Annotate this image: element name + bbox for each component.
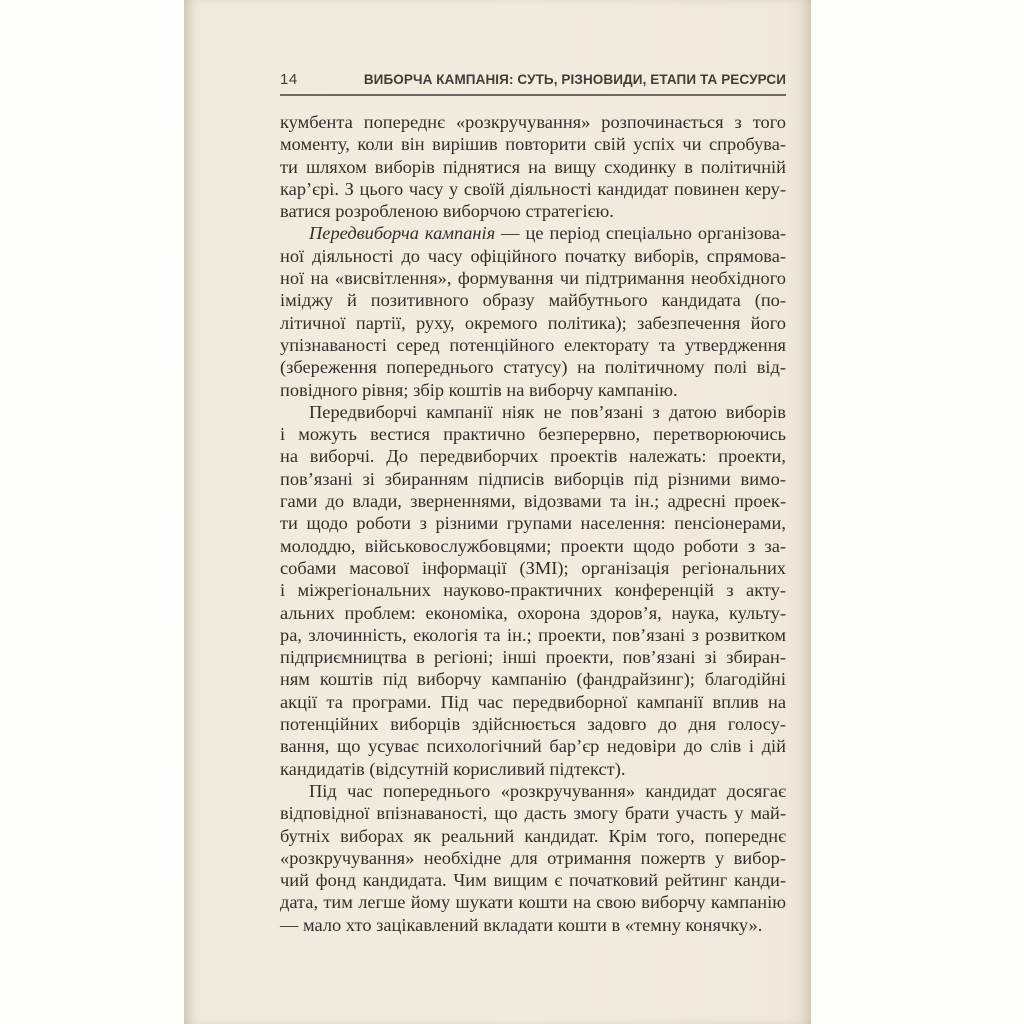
- text-line: акції та програми. Під час передвиборної кампанії вплив на: [280, 691, 786, 712]
- text-line: кандидатів (відсутній корисливий підтекст).: [280, 758, 626, 779]
- text-line: вання, що усуває психологічний бар’єр недовіри до слів і дій: [280, 736, 786, 757]
- paragraph: [280, 222, 786, 400]
- text-line: потенційних виборців здійснюється задовго до дня голосу-: [280, 714, 786, 735]
- text-line: Передвиборчі кампанії ніяк не пов’язані з датою виборів: [309, 401, 786, 422]
- text-line: «розкручування» необхідне для отримання пожертв у вибор-: [280, 847, 786, 868]
- text-line: кар’єрі. З цього часу у своїй діяльності кандидат повинен керу-: [280, 178, 786, 199]
- text-line: Передвиборча кампанія — це період спеціально організова-: [309, 223, 787, 244]
- text-line: Під час попереднього «розкручування» кандидат досягає: [309, 780, 786, 801]
- text-line: іміджу й позитивного образу майбутнього кандидата (по-: [280, 290, 786, 311]
- page-number: 14: [280, 71, 298, 88]
- italic-term: Передвиборча кампанія: [309, 223, 496, 244]
- text-line: повідного рівня; збір коштів на виборчу кампанію.: [280, 379, 678, 400]
- text-line: молоддю, військовослужбовцями; проекти щодо роботи з за-: [280, 535, 786, 556]
- text-line: ти щодо роботи з різними групами населення: пенсіонерами,: [280, 513, 786, 534]
- text-line: бутніх виборах як реальний кандидат. Крім того, попереднє: [280, 825, 786, 846]
- text-line: і можуть вестися практично безперервно, перетворюючись: [280, 424, 786, 445]
- text-line: кумбента попереднє «розкручування» розпочинається з того: [280, 112, 786, 132]
- text-line: ра, злочинність, екологія та ін.; проекти, пов’язані з розвитком: [280, 624, 786, 645]
- text-line: дата, тим легше йому шукати кошти на свою виборчу кампанію: [280, 892, 786, 913]
- text-line: (збереження попереднього статусу) на політичному полі від-: [280, 357, 786, 378]
- text-line: ної на «висвітлення», формування чи підтримання необхідного: [280, 268, 786, 289]
- text-line: — мало хто зацікавлений вкладати кошти в «темну конячку».: [280, 914, 763, 935]
- text-line: на виборчі. До передвиборчих проектів належать: проекти,: [280, 446, 786, 467]
- body-text: [280, 111, 786, 936]
- page-content-column: [280, 0, 786, 936]
- text-line: літичної партії, руху, окремого політика); забезпечення його: [280, 312, 786, 333]
- text-line: гами до влади, зверненнями, відозвами та ін.; адресні проек-: [280, 491, 786, 512]
- text-line: ням коштів під виборчу кампанію (фандрайзинг); благодійні: [280, 669, 786, 690]
- paragraph: [280, 401, 786, 780]
- text-line: ватися розробленою виборчою стратегією.: [280, 201, 614, 222]
- text-line: собами масової інформації (ЗМІ); організація регіональних: [280, 557, 786, 578]
- running-header: [280, 71, 786, 96]
- text-line: пов’язані зі збиранням підписів виборців під різними вимо-: [280, 468, 786, 489]
- running-title: ВИБОРЧА КАМПАНІЯ: СУТЬ, РІЗНОВИДИ, ЕТАПИ ТА РЕСУРСИ: [363, 72, 786, 87]
- text-line: ної діяльності до часу офіційного початку виборів, спрямова-: [280, 245, 786, 266]
- text-line: і міжрегіональних науково-практичних конференцій з акту-: [280, 580, 786, 601]
- text-line: відповідної впізнаваності, що дасть змогу брати участь у май-: [280, 803, 786, 824]
- paragraph: [280, 111, 786, 222]
- text-line: моменту, коли він вирішив повторити свій успіх чи спробува-: [280, 134, 786, 155]
- text-line: чий фонд кандидата. Чим вищим є початковий рейтинг канди-: [280, 870, 786, 891]
- book-page: [184, 0, 811, 1024]
- paragraph: [280, 780, 786, 936]
- text-line: упізнаваності серед потенційного електорату та утвердження: [280, 334, 786, 355]
- text-line: ти шляхом виборів піднятися на вищу сходинку в політичній: [280, 156, 786, 177]
- text-line: альних проблем: економіка, охорона здоров’я, наука, культу-: [280, 602, 786, 623]
- text-line: підприємництва в регіоні; інші проекти, пов’язані зі збиран-: [280, 647, 786, 668]
